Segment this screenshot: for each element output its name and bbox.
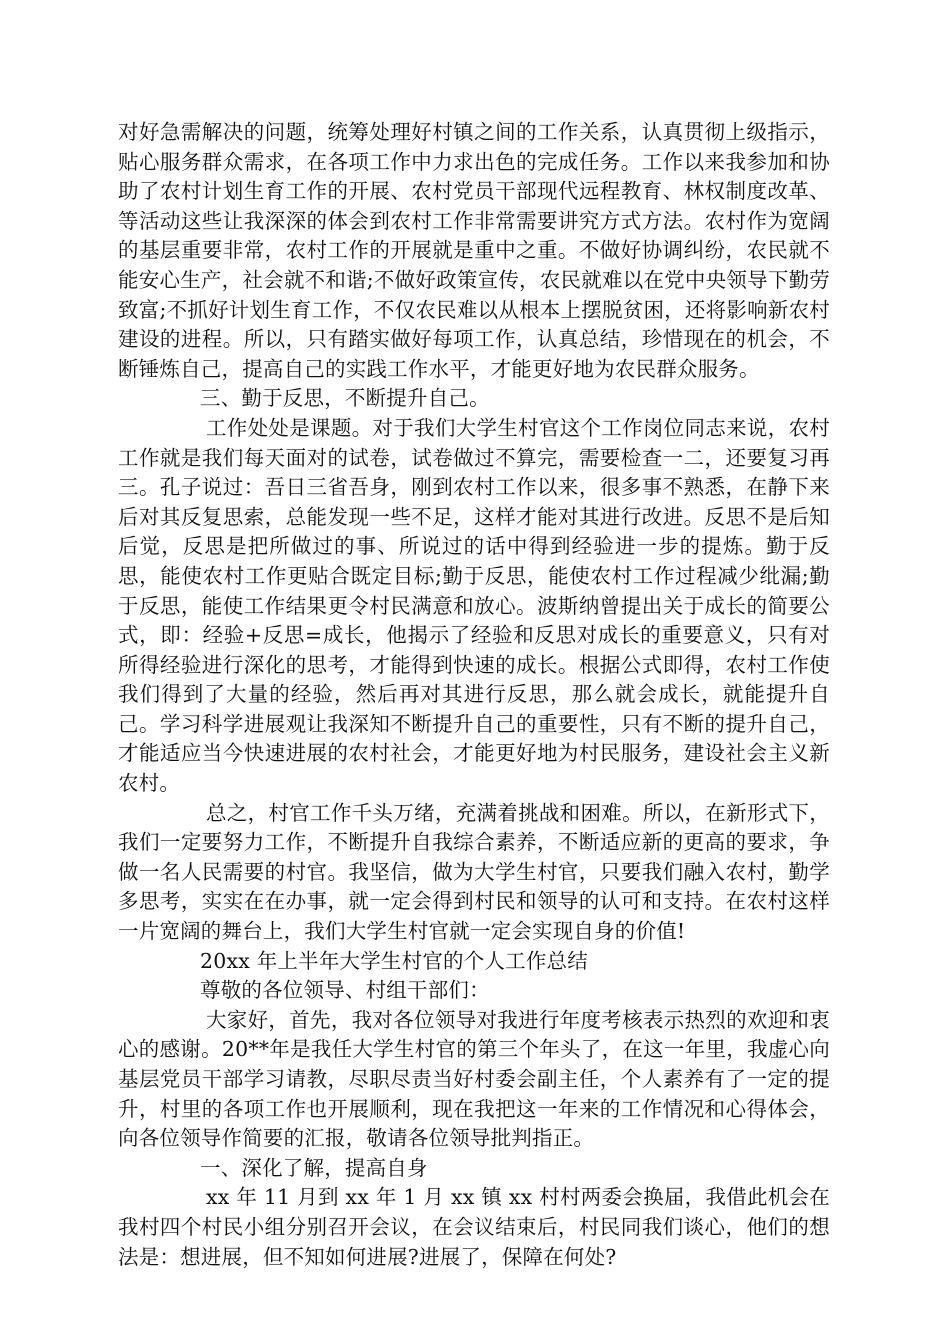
document-body	[118, 118, 830, 1272]
paragraph-conclusion: 总之，村官工作千头万绪，充满着挑战和困难。所以，在新形式下，我们一定要努力工作，不断提升自我综合素养，不断适应新的更高的要求，争做一名人民需要的村官。我坚信，做为大学生村官，只要我们融入农村，勤学多思考，实实在在办事，就一定会得到村民和领导的认可和支持。在农村这样一片宽阔的舞台上，我们大学生村官就一定会实现自身的价值!	[118, 800, 830, 944]
document-title: 20xx 年上半年大学生村官的个人工作总结	[200, 948, 588, 973]
paragraph-reflection: 工作处处是课题。对于我们大学生村官这个工作岗位同志来说，农村工作就是我们每天面对的试卷，试卷做过不算完，需要检查一二，还要复习再三。孔子说过：吾日三省吾身，刚到农村工作以来，很多事不熟悉，在静下来后对其反复思索，总能发现一些不足，这样才能对其进行改进。反思不是后知后觉，反思是把所做过的事、所说过的话中得到经验进一步的提炼。勤于反思，能使农村工作更贴合既定目标;勤于反思，能使农村工作过程减少纰漏;勤于反思，能使工作结果更令村民满意和放心。波斯纳曾提出关于成长的简要公式，即：经验+反思=成长，他揭示了经验和反思对成长的重要意义，只有对所得经验进行深化的思考，才能得到快速的成长。根据公式即得，农村工作使我们得到了大量的经验，然后再对其进行反思，那么就会成长，就能提升自己。学习科学进展观让我深知不断提升自己的重要性，只有不断的提升自己，才能适应当今快速进展的农村社会，才能更好地为村民服务，建设社会主义新农村。	[118, 415, 830, 796]
paragraph-election: xx 年 11 月到 xx 年 1 月 xx 镇 xx 村村两委会换届，我借此机会在我村四个村民小组分别召开会议，在会议结束后，村民同我们谈心，他们的想法是：想进展，但不知如何进展?进展了，保障在何处?	[118, 1185, 830, 1269]
paragraph-rural-work: 对好急需解决的问题，统筹处理好村镇之间的工作关系，认真贯彻上级指示，贴心服务群众需求，在各项工作中力求出色的完成任务。工作以来我参加和协助了农村计划生育工作的开展、农村党员干部现代远程教育、林权制度改革、等活动这些让我深深的体会到农村工作非常需要讲究方式方法。农村作为宽阔的基层重要非常，农村工作的开展就是重中之重。不做好协调纠纷，农民就不能安心生产，社会就不和谐;不做好政策宣传，农民就难以在党中央领导下勤劳致富;不抓好计划生育工作，不仅农民难以从根本上摆脱贫困，还将影响新农村建设的进程。所以，只有踏实做好每项工作，认真总结，珍惜现在的机会，不断锤炼自己，提高自己的实践工作水平，才能更好地为农民群众服务。	[118, 120, 830, 381]
paragraph-greeting: 大家好，首先，我对各位领导对我进行年度考核表示热烈的欢迎和衷心的感谢。20**年是我任大学生村官的第三个年头了，在这一年里，我虚心向基层党员干部学习请教，尽职尽责当好村委会副主任，个人素养有了一定的提升，村里的各项工作也开展顺利，现在我把这一年来的工作情况和心得体会，向各位领导作简要的汇报，敬请各位领导批判指正。	[118, 1007, 830, 1151]
heading-reflection: 三、勤于反思，不断提升自己。	[200, 386, 490, 411]
heading-deepen-understanding: 一、深化了解，提高自身	[200, 1155, 428, 1180]
salutation: 尊敬的各位领导、村组干部们：	[200, 978, 490, 1003]
